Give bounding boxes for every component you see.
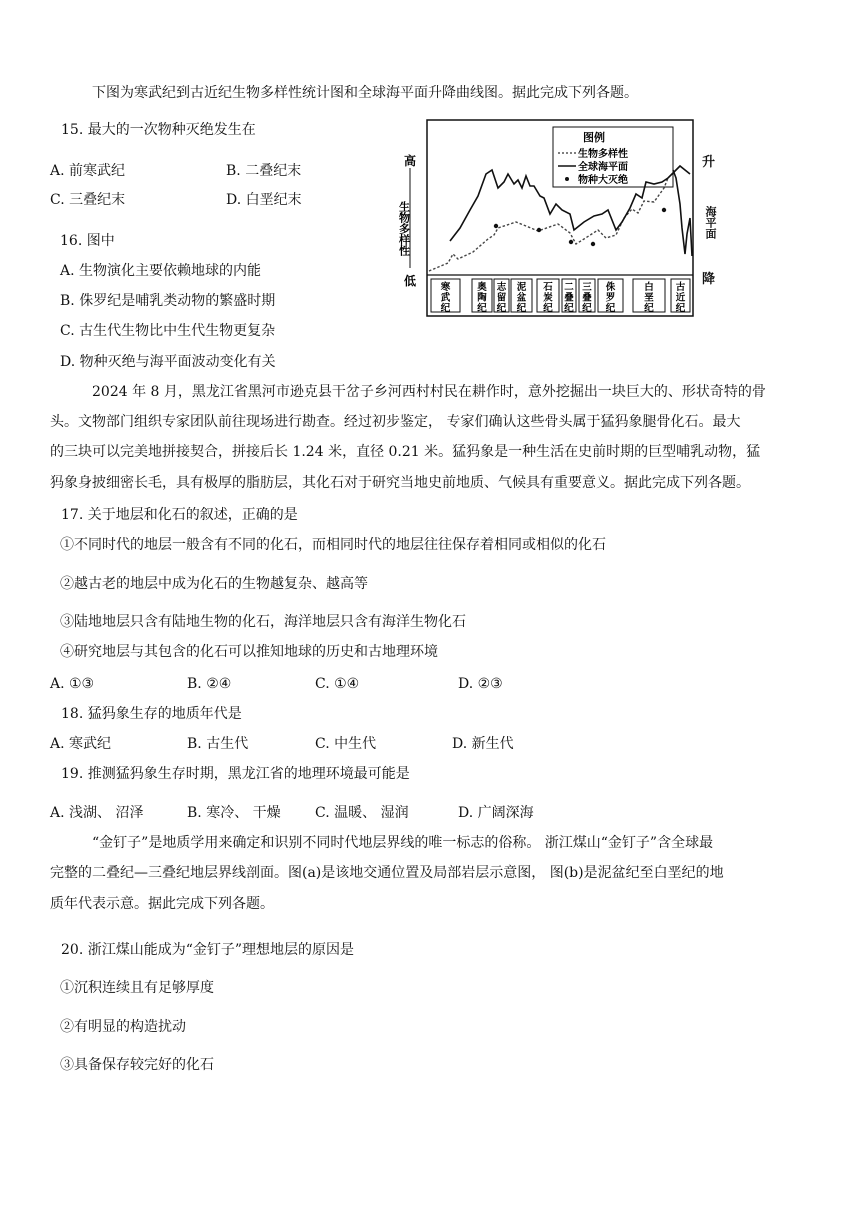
- q18-option-c[interactable]: C. 中生代: [315, 736, 377, 752]
- legend-item-biodiversity: 生物多样性: [578, 149, 628, 160]
- q17-stem: 17. 关于地层和化石的叙述，正确的是: [61, 507, 298, 523]
- q17-option-a[interactable]: A. ①③: [50, 676, 95, 692]
- period-label-char: 垩: [644, 292, 654, 304]
- period-label-char: 志: [496, 282, 507, 293]
- q18-option-b[interactable]: B. 古生代: [187, 736, 249, 752]
- q17-statement-3: ③陆地地层只含有陆地生物的化石，海洋地层只含有海洋生物化石: [60, 614, 466, 630]
- biodiversity-sealevel-figure: [398, 118, 696, 318]
- period-label-char: 叠: [582, 292, 592, 304]
- period-cell-4: [537, 279, 559, 314]
- period-label-char: 白: [644, 282, 654, 293]
- period-label-char: 纪: [644, 303, 654, 314]
- passage2-line-3: 的三块可以完美地拼接契合，拼接后长 1.24 米，直径 0.21 米。猛犸象是一种生活在史前时期的巨型哺乳动物，猛: [50, 444, 761, 460]
- period-label-char: 炭: [543, 292, 553, 304]
- passage3-line-3: 质年代表示意。据此完成下列各题。: [50, 896, 274, 912]
- legend-item-extinction: 物种大灭绝: [578, 175, 628, 186]
- intro-text: 下图为寒武纪到古近纪生物多样性统计图和全球海平面升降曲线图。据此完成下列各题。: [92, 85, 638, 101]
- q16-option-b[interactable]: B. 侏罗纪是哺乳类动物的繁盛时期: [60, 293, 276, 309]
- extinction-cretaceous: [662, 208, 666, 212]
- q16-option-c[interactable]: C. 古生代生物比中生代生物更复杂: [60, 323, 276, 339]
- passage3-line-2: 完整的二叠纪—三叠纪地层界线剖面。图(a)是该地交通位置及局部岩层示意图， 图(b)是泥盆纪至白垩纪的地: [50, 865, 724, 881]
- period-cell-2: [494, 279, 509, 314]
- period-cell-1: [472, 279, 492, 314]
- extinction-ordovician: [494, 224, 498, 228]
- period-cells: [431, 279, 690, 314]
- period-label-char: 留: [496, 292, 507, 304]
- legend-item-sealevel: 全球海平面: [578, 162, 628, 173]
- q20-statement-2: ②有明显的构造扰动: [60, 1019, 186, 1035]
- passage2-line-1: 2024 年 8 月，黑龙江省黑河市逊克县干岔子乡河西村村民在耕作时，意外挖掘出一块巨大的、形状奇特的骨: [92, 384, 766, 400]
- q17-option-b[interactable]: B. ②④: [187, 676, 232, 692]
- period-label-char: 纪: [675, 303, 686, 314]
- q20-statement-1: ①沉积连续且有足够厚度: [60, 980, 214, 996]
- period-label-char: 纪: [516, 303, 527, 314]
- period-label-char: 纪: [605, 303, 616, 314]
- q19-option-a[interactable]: A. 浅湖、 沼泽: [50, 805, 144, 821]
- period-label-char: 三: [582, 282, 592, 293]
- extinction-permian: [569, 240, 573, 244]
- period-label-char: 武: [440, 292, 451, 304]
- extinction-devonian: [537, 228, 541, 232]
- period-label-char: 罗: [605, 292, 616, 304]
- period-label-char: 纪: [582, 303, 592, 314]
- period-label-char: 古: [675, 282, 686, 293]
- q17-statement-1: ①不同时代的地层一般含有不同的化石，而相同时代的地层往往保存着相同或相似的化石: [60, 537, 606, 553]
- period-label-char: 二: [564, 282, 574, 293]
- biodiversity-curve: [429, 178, 668, 271]
- q19-option-c[interactable]: C. 温暖、 湿润: [315, 805, 409, 821]
- left-axis-label: 生物多样性: [398, 201, 411, 256]
- period-label-char: 泥: [516, 282, 527, 293]
- period-label-char: 盆: [516, 292, 527, 304]
- right-axis-low: 降: [702, 272, 716, 287]
- q15-option-d[interactable]: D. 白垩纪末: [226, 192, 302, 208]
- q17-option-d[interactable]: D. ②③: [458, 676, 503, 692]
- period-label-char: 奥: [477, 282, 487, 293]
- period-label-char: 陶: [477, 292, 487, 304]
- passage2-line-4: 犸象身披细密长毛，具有极厚的脂肪层，其化石对于研究当地史前地质、气候具有重要意义。据此完成下列各题。: [50, 475, 750, 491]
- left-axis-low: 低: [403, 274, 417, 288]
- legend-title: 图例: [583, 131, 605, 144]
- q19-option-b[interactable]: B. 寒冷、 干燥: [187, 805, 281, 821]
- period-label-char: 纪: [477, 303, 487, 314]
- sealevel-curve-end: [673, 170, 692, 256]
- q18-option-a[interactable]: A. 寒武纪: [50, 736, 112, 752]
- q20-stem: 20. 浙江煤山能成为“金钉子”理想地层的原因是: [61, 942, 355, 958]
- q18-stem: 18. 猛犸象生存的地质年代是: [61, 706, 242, 722]
- left-axis-high: 高: [403, 154, 417, 168]
- q15-option-a[interactable]: A. 前寒武纪: [50, 163, 126, 179]
- period-label-char: 寒: [440, 282, 451, 293]
- q17-statement-4: ④研究地层与其包含的化石可以推知地球的历史和古地理环境: [60, 644, 438, 660]
- q15-stem: 15. 最大的一次物种灭绝发生在: [61, 122, 256, 138]
- q19-option-d[interactable]: D. 广阔深海: [458, 805, 534, 821]
- period-label-char: 纪: [564, 303, 574, 314]
- right-axis-high: 升: [702, 155, 716, 170]
- q17-statement-2: ②越古老的地层中成为化石的生物越复杂、越高等: [60, 576, 368, 592]
- period-label-char: 叠: [564, 292, 574, 304]
- extinction-markers: [494, 208, 666, 246]
- period-cell-3: [511, 279, 532, 314]
- period-cell-0: [431, 279, 460, 314]
- right-axis-label: 海平面: [704, 206, 717, 239]
- extinction-triassic: [591, 242, 595, 246]
- q15-option-b[interactable]: B. 二叠纪末: [226, 163, 302, 179]
- period-cell-8: [633, 279, 665, 314]
- period-label-char: 石: [543, 282, 553, 293]
- passage3-line-1: “金钉子”是地质学用来确定和识别不同时代地层界线的唯一标志的俗称。 浙江煤山“金钉子”含全球最: [92, 835, 714, 851]
- figure-svg: [398, 118, 696, 318]
- period-cell-6: [579, 279, 595, 314]
- period-cell-7: [598, 279, 623, 314]
- q17-option-c[interactable]: C. ①④: [315, 676, 360, 692]
- period-label-char: 侏: [605, 282, 616, 293]
- legend: [553, 127, 673, 187]
- period-cell-9: [671, 279, 690, 314]
- q19-stem: 19. 推测猛犸象生存时期，黑龙江省的地理环境最可能是: [61, 766, 410, 782]
- period-label-char: 纪: [440, 303, 451, 314]
- q16-option-a[interactable]: A. 生物演化主要依赖地球的内能: [60, 263, 262, 279]
- period-label-char: 纪: [496, 303, 507, 314]
- q20-statement-3: ③具备保存较完好的化石: [60, 1057, 214, 1073]
- period-label-char: 纪: [543, 303, 553, 314]
- period-label-char: 近: [675, 292, 686, 304]
- q16-stem: 16. 图中: [60, 233, 115, 249]
- period-cell-5: [562, 279, 576, 314]
- q18-option-d[interactable]: D. 新生代: [452, 736, 514, 752]
- q15-option-c[interactable]: C. 三叠纪末: [50, 192, 126, 208]
- passage2-line-2: 头。文物部门组织专家团队前往现场进行勘查。经过初步鉴定， 专家们确认这些骨头属于猛犸象腿骨化石。最大: [50, 414, 741, 430]
- q16-option-d[interactable]: D. 物种灭绝与海平面波动变化有关: [60, 354, 276, 370]
